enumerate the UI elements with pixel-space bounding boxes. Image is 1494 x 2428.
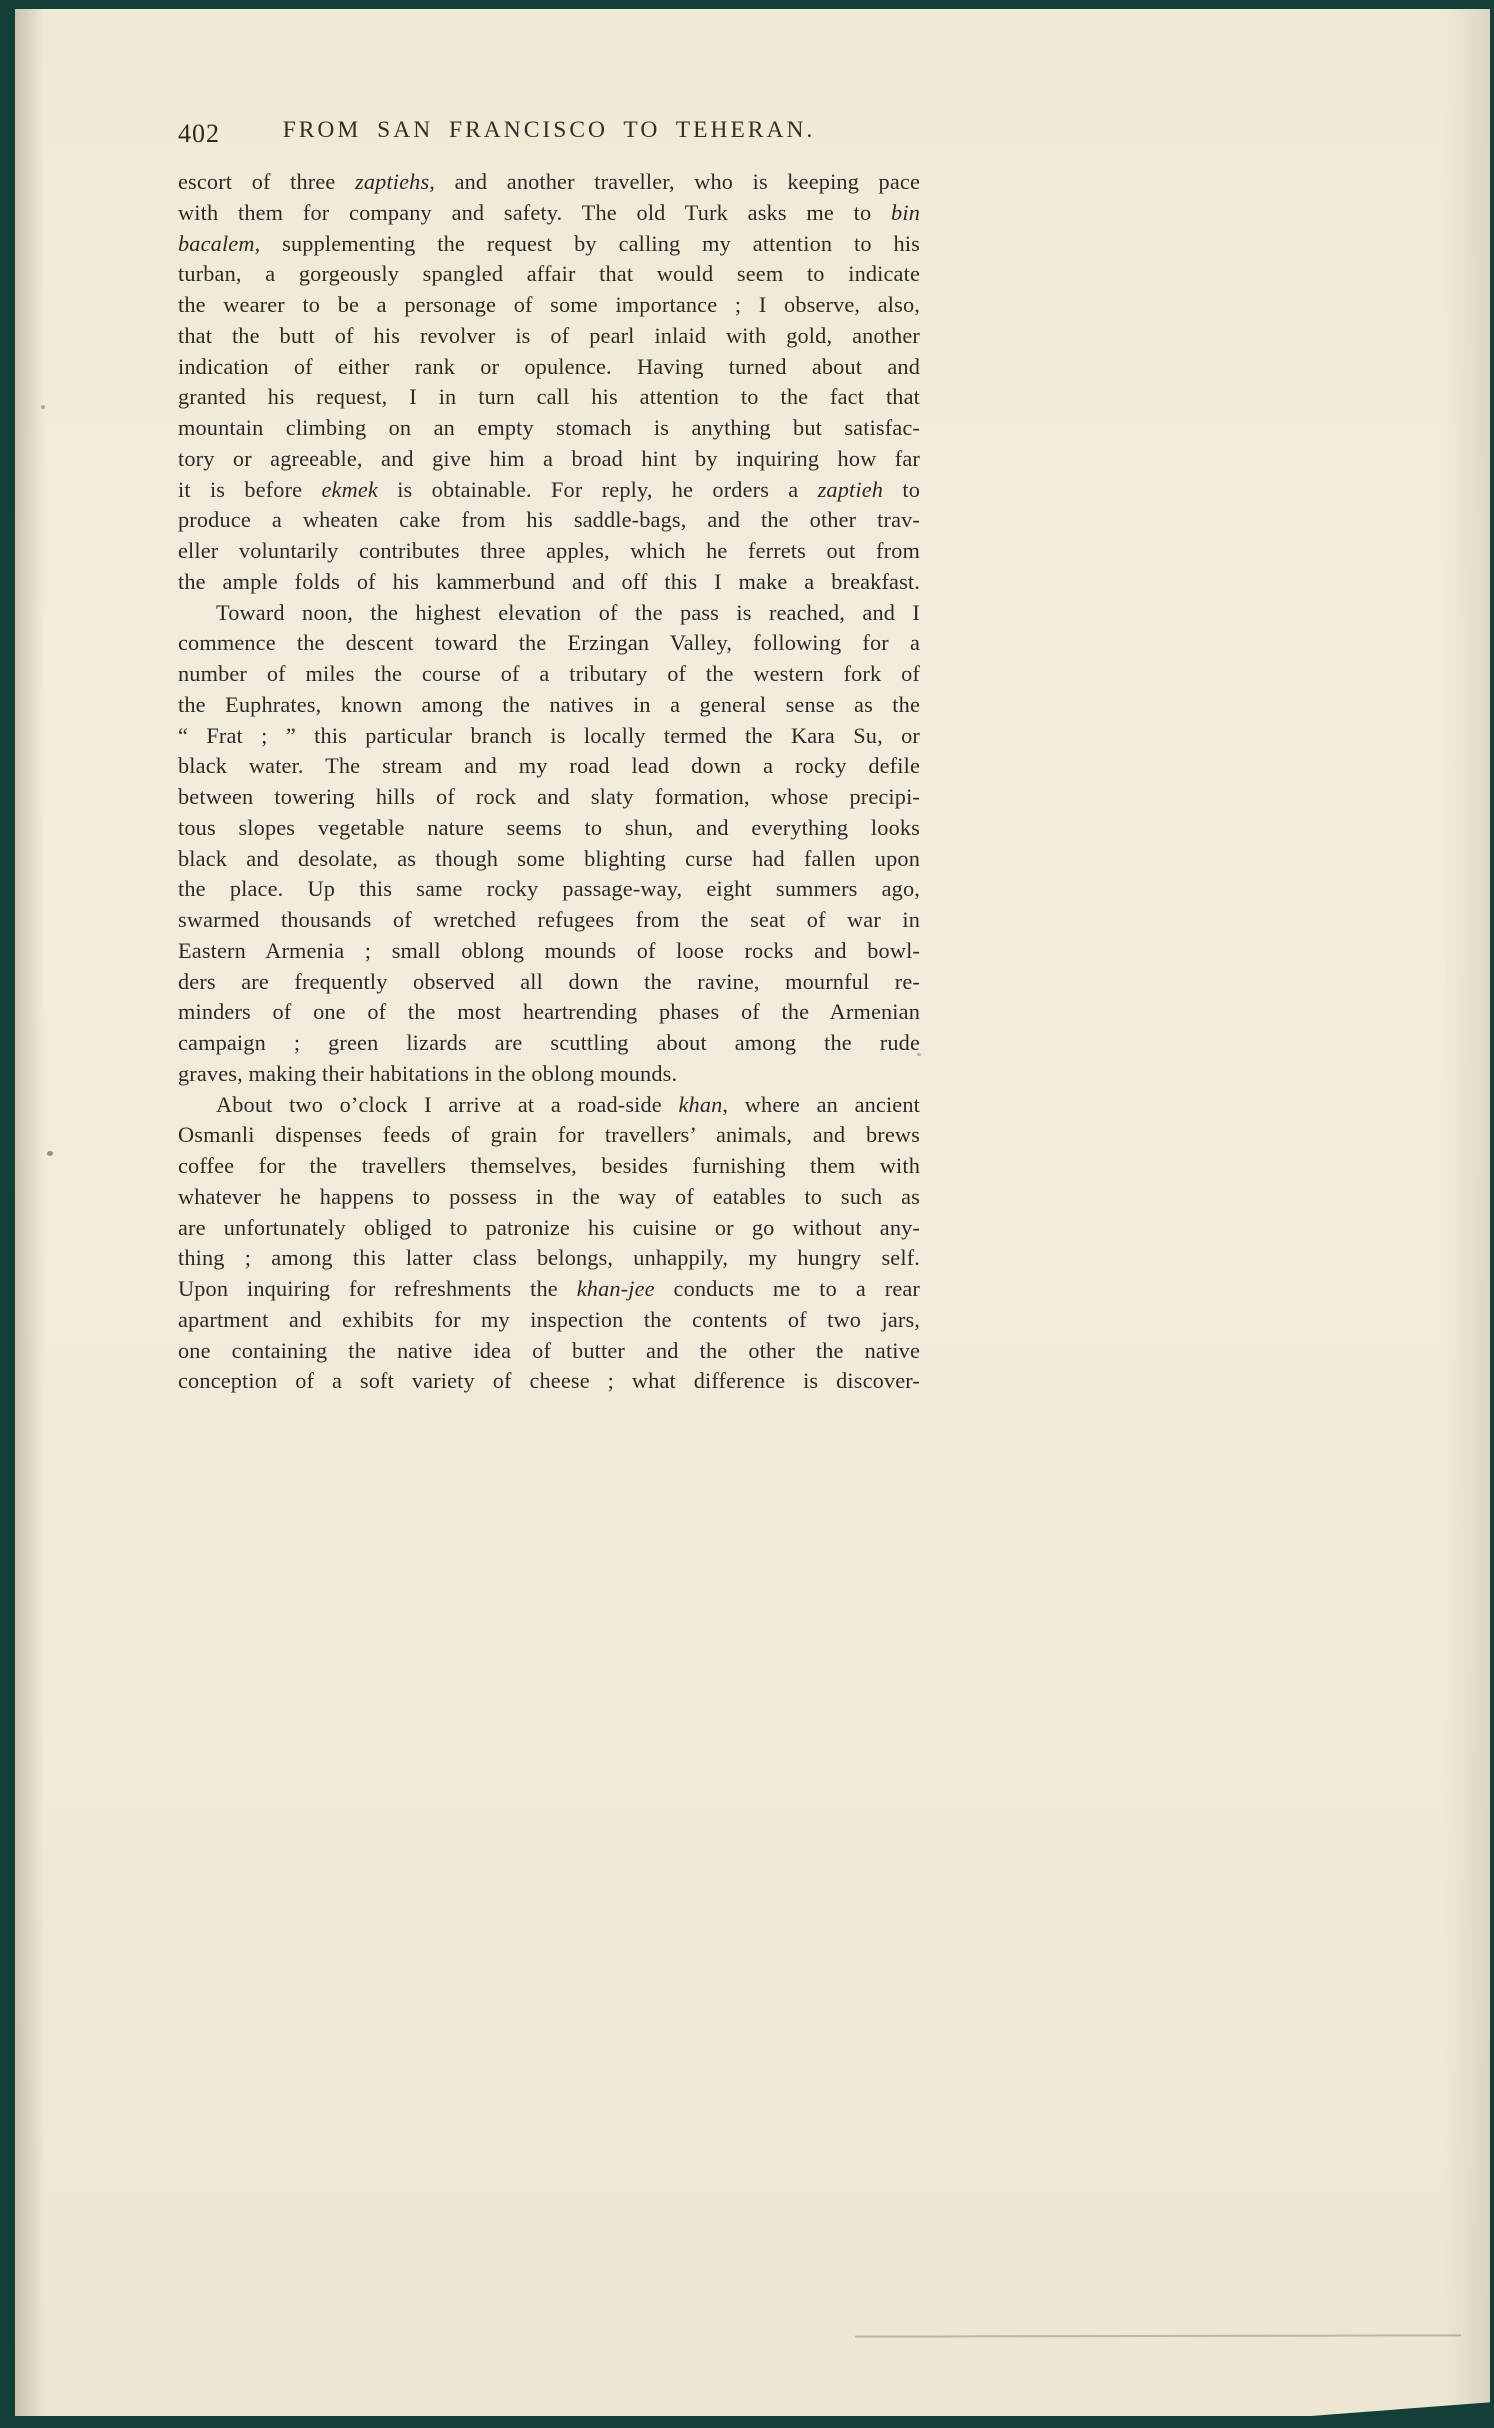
text-line (178, 505, 920, 536)
text-block (178, 167, 920, 1397)
text-segment: escort of three (178, 169, 355, 194)
text-segment: the place. Up this same rocky passage-way, eight summers ago, (178, 876, 920, 902)
text-line (178, 290, 920, 321)
text-line (178, 1090, 920, 1121)
text-segment: Upon inquiring for refreshments the (178, 1276, 577, 1301)
text-line (178, 229, 920, 260)
text-line (178, 628, 920, 659)
text-segment: About two o’clock I arrive at a road-side (216, 1091, 679, 1117)
running-head: FROM SAN FRANCISCO TO TEHERAN. (282, 117, 816, 143)
text-line (178, 413, 920, 444)
text-segment: indication of either rank or opulence. Having turned about and (178, 353, 920, 379)
text-segment: the Euphrates, known among the natives in a general sense as the (178, 691, 920, 717)
text-segment: minders of one of the most heartrending phases of the Armenian (178, 999, 920, 1025)
text-segment: is obtainable. For reply, he orders a (377, 476, 818, 502)
text-line (178, 167, 920, 198)
page-number: 402 (178, 119, 220, 148)
text-segment: produce a wheaten cake from his saddle-bags, and the other trav- (178, 507, 920, 533)
text-line (178, 1120, 920, 1151)
text-segment: thing ; among this latter class belongs, unhappily, my hungry self. (178, 1245, 920, 1271)
text-segment: ders are frequently observed all down the ravine, mournful re- (178, 968, 920, 994)
text-segment: khan-jee (576, 1276, 655, 1301)
text-line (178, 997, 920, 1028)
text-line (178, 536, 920, 567)
text-line (178, 382, 920, 413)
text-segment: that the butt of his revolver is of pearl inlaid with gold, another (178, 322, 920, 348)
text-line (178, 813, 920, 844)
text-line (178, 444, 920, 475)
text-line (178, 1274, 920, 1305)
text-segment: mountain climbing on an empty stomach is anything but satisfac- (178, 415, 920, 440)
text-segment: granted his request, I in turn call his attention to the fact that (178, 384, 920, 410)
text-segment: bacalem, (178, 230, 261, 256)
text-line (178, 1151, 920, 1182)
text-segment: turban, a gorgeously spangled affair that would seem to indicate (178, 261, 920, 287)
text-segment: eller voluntarily contributes three apples, which he ferrets out from (178, 538, 920, 563)
text-line (178, 475, 920, 506)
text-line (178, 721, 920, 752)
text-line (178, 1366, 920, 1397)
text-segment: Eastern Armenia ; small oblong mounds of loose rocks and bowl- (178, 937, 920, 963)
text-segment: conducts me to a rear (654, 1276, 920, 1301)
text-line (178, 1059, 920, 1090)
text-line (178, 659, 920, 690)
text-segment: , where an ancient (722, 1091, 920, 1117)
text-line (178, 1243, 920, 1274)
text-segment: bin (891, 199, 920, 225)
text-line (178, 751, 920, 782)
text-line (178, 782, 920, 813)
text-segment: it is before (178, 476, 322, 502)
text-line (178, 967, 920, 998)
text-segment: with them for company and safety. The old Turk asks me to (178, 199, 892, 225)
text-segment: black water. The stream and my road lead down a rocky defile (178, 753, 920, 779)
text-segment: supplementing the request by calling my attention to his (260, 230, 920, 256)
text-segment: zaptieh (817, 476, 884, 502)
text-segment: “ Frat ; ” this particular branch is locally termed the Kara Su, or (178, 722, 920, 748)
text-line (178, 1028, 920, 1059)
text-line (178, 905, 920, 936)
text-segment: tory or agreeable, and give him a broad hint by inquiring how far (178, 445, 920, 471)
text-segment: Osmanli dispenses feeds of grain for travellers’ animals, and brews (178, 1122, 920, 1148)
text-segment: campaign ; green lizards are scuttling about among the rude (178, 1030, 920, 1055)
book-page (15, 9, 1490, 2416)
text-segment: the wearer to be a personage of some importance ; I observe, also, (178, 292, 920, 317)
text-line (178, 1336, 920, 1367)
scan-speck (47, 1151, 53, 1156)
text-segment: conception of a soft variety of cheese ; what difference is discover- (178, 1368, 920, 1394)
text-segment: and another traveller, who is keeping pace (435, 169, 920, 194)
scan-speck (917, 1053, 921, 1056)
text-line (178, 598, 920, 629)
text-segment: Toward noon, the highest elevation of the pass is reached, and I (216, 599, 920, 625)
text-segment: tous slopes vegetable nature seems to shun, and everything looks (178, 814, 920, 840)
text-line (178, 874, 920, 905)
text-segment: to (883, 476, 920, 502)
text-line (178, 352, 920, 383)
text-segment: black and desolate, as though some blighting curse had fallen upon (178, 845, 920, 871)
scan-artifact-line (855, 2334, 1461, 2337)
text-segment: ekmek (321, 476, 378, 502)
text-segment: whatever he happens to possess in the way of eatables to such as (178, 1183, 920, 1209)
text-segment: swarmed thousands of wretched refugees from the seat of war in (178, 907, 920, 932)
text-segment: between towering hills of rock and slaty formation, whose precipi- (178, 784, 920, 809)
page-header (178, 117, 920, 153)
scan-speck (41, 405, 45, 409)
text-line (178, 936, 920, 967)
text-segment: khan (678, 1091, 723, 1117)
text-segment: zaptiehs, (355, 169, 436, 194)
text-line (178, 1182, 920, 1213)
text-segment: are unfortunately obliged to patronize his cuisine or go without any- (178, 1214, 920, 1240)
text-line (178, 844, 920, 875)
text-segment: coffee for the travellers themselves, besides furnishing them with (178, 1153, 920, 1178)
text-segment: graves, making their habitations in the oblong mounds. (178, 1060, 678, 1086)
text-segment: one containing the native idea of butter and the other the native (178, 1337, 920, 1363)
text-segment: the ample folds of his kammerbund and off this I make a breakfast. (178, 568, 920, 594)
text-segment: number of miles the course of a tributary of the western fork of (178, 661, 920, 686)
text-line (178, 690, 920, 721)
text-line (178, 321, 920, 352)
text-segment: commence the descent toward the Erzingan Valley, following for a (178, 630, 920, 656)
text-line (178, 198, 920, 229)
text-line (178, 567, 920, 598)
text-line (178, 1305, 920, 1336)
text-segment: apartment and exhibits for my inspection the contents of two jars, (178, 1306, 920, 1332)
text-line (178, 259, 920, 290)
text-line (178, 1213, 920, 1244)
